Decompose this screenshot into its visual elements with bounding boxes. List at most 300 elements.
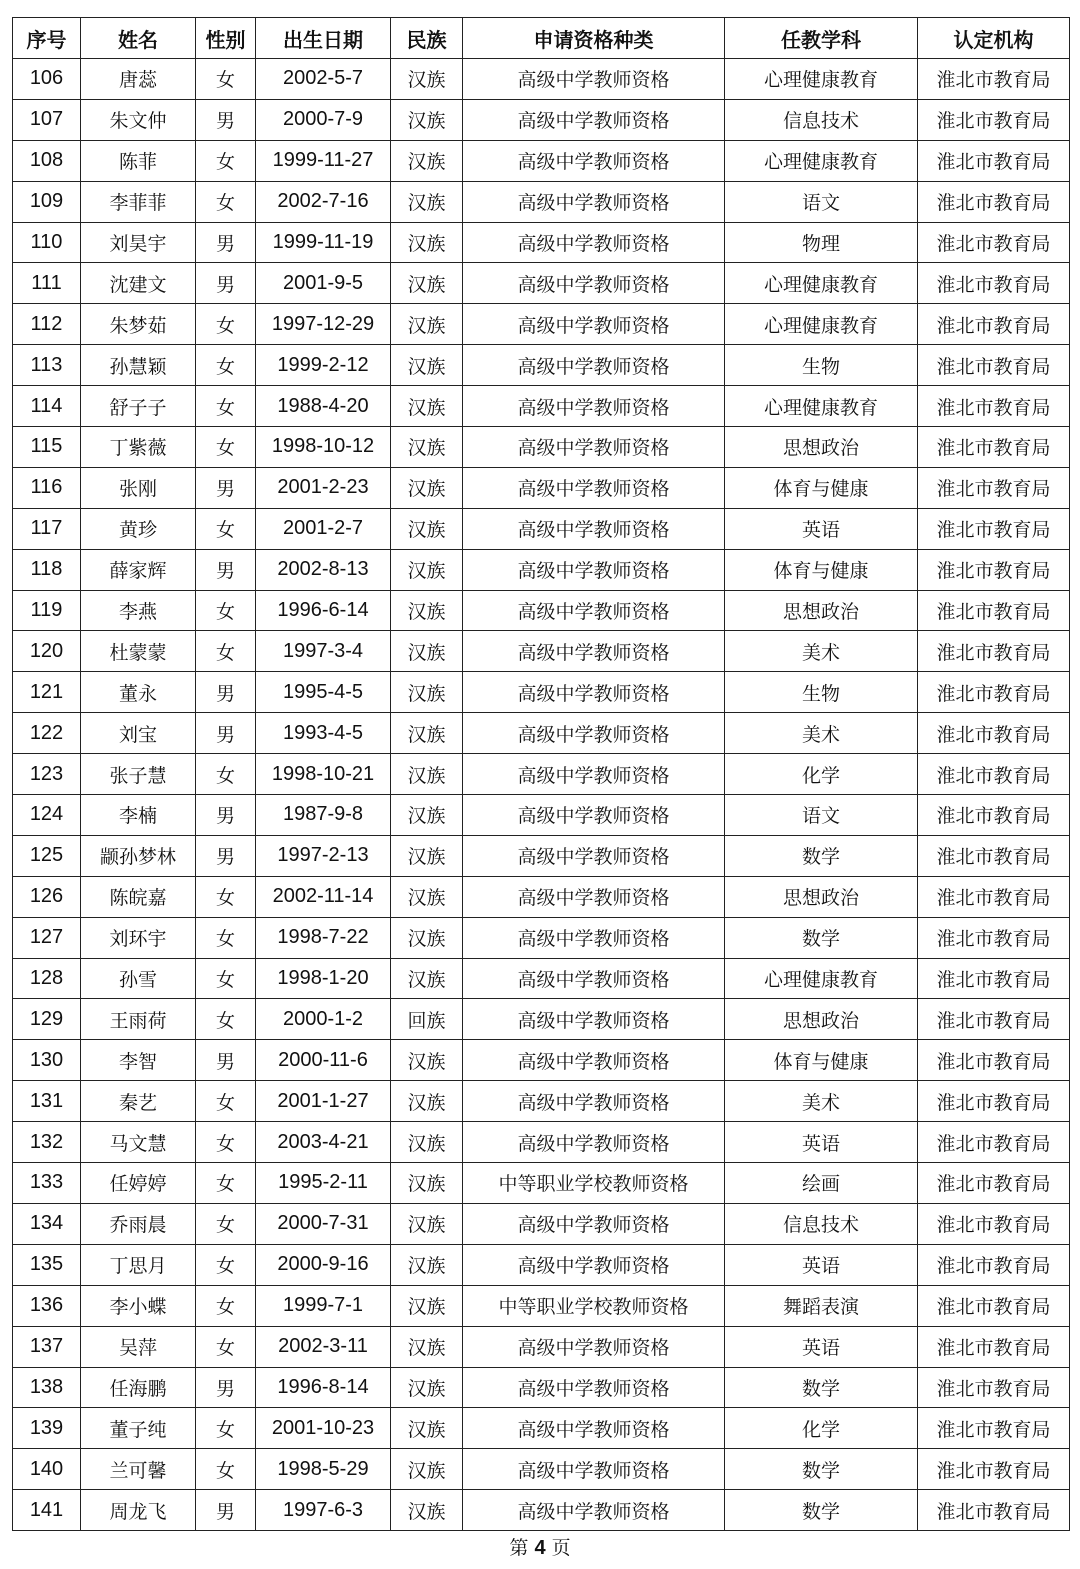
cell-index: 114 [13, 386, 81, 427]
cell-qualification-type: 高级中学教师资格 [463, 263, 725, 304]
cell-birthdate: 1997-3-4 [256, 631, 391, 672]
cell-gender: 女 [196, 1244, 256, 1285]
table-row [13, 590, 1070, 631]
cell-subject: 心理健康教育 [725, 958, 918, 999]
cell-subject: 英语 [725, 1326, 918, 1367]
cell-index: 119 [13, 590, 81, 631]
cell-name: 秦艺 [81, 1081, 196, 1122]
cell-gender: 女 [196, 631, 256, 672]
cell-qualification-type: 中等职业学校教师资格 [463, 1285, 725, 1326]
cell-ethnicity: 汉族 [391, 59, 463, 100]
cell-authority: 淮北市教育局 [918, 345, 1070, 386]
cell-qualification-type: 高级中学教师资格 [463, 1040, 725, 1081]
cell-gender: 男 [196, 672, 256, 713]
cell-birthdate: 1997-2-13 [256, 835, 391, 876]
cell-ethnicity: 汉族 [391, 1449, 463, 1490]
cell-qualification-type: 高级中学教师资格 [463, 713, 725, 754]
cell-subject: 生物 [725, 345, 918, 386]
table-row [13, 1244, 1070, 1285]
cell-gender: 女 [196, 1081, 256, 1122]
cell-ethnicity: 汉族 [391, 99, 463, 140]
cell-birthdate: 2001-2-7 [256, 508, 391, 549]
cell-ethnicity: 汉族 [391, 222, 463, 263]
cell-gender: 女 [196, 1408, 256, 1449]
cell-ethnicity: 回族 [391, 999, 463, 1040]
cell-ethnicity: 汉族 [391, 1367, 463, 1408]
cell-qualification-type: 高级中学教师资格 [463, 958, 725, 999]
cell-birthdate: 2001-10-23 [256, 1408, 391, 1449]
cell-qualification-type: 高级中学教师资格 [463, 549, 725, 590]
cell-gender: 男 [196, 1490, 256, 1531]
cell-authority: 淮北市教育局 [918, 1081, 1070, 1122]
cell-qualification-type: 高级中学教师资格 [463, 222, 725, 263]
cell-ethnicity: 汉族 [391, 345, 463, 386]
cell-gender: 男 [196, 467, 256, 508]
page-footer-prefix: 第 [509, 1537, 529, 1559]
cell-qualification-type: 高级中学教师资格 [463, 508, 725, 549]
cell-index: 133 [13, 1163, 81, 1204]
cell-gender: 男 [196, 1367, 256, 1408]
cell-ethnicity: 汉族 [391, 917, 463, 958]
cell-qualification-type: 高级中学教师资格 [463, 754, 725, 795]
cell-gender: 女 [196, 140, 256, 181]
cell-birthdate: 1995-4-5 [256, 672, 391, 713]
cell-qualification-type: 高级中学教师资格 [463, 386, 725, 427]
table-row [13, 1081, 1070, 1122]
cell-subject: 美术 [725, 1081, 918, 1122]
cell-name: 任海鹏 [81, 1367, 196, 1408]
cell-gender: 女 [196, 304, 256, 345]
table-body [13, 59, 1070, 1531]
document-page [12, 17, 1069, 1531]
cell-ethnicity: 汉族 [391, 590, 463, 631]
cell-authority: 淮北市教育局 [918, 1244, 1070, 1285]
cell-ethnicity: 汉族 [391, 835, 463, 876]
cell-ethnicity: 汉族 [391, 958, 463, 999]
cell-subject: 绘画 [725, 1163, 918, 1204]
table-row [13, 1203, 1070, 1244]
cell-name: 朱文仲 [81, 99, 196, 140]
cell-ethnicity: 汉族 [391, 672, 463, 713]
cell-authority: 淮北市教育局 [918, 1449, 1070, 1490]
header-col-gender: 性别 [196, 18, 256, 59]
table-header-row [13, 18, 1070, 59]
cell-index: 127 [13, 917, 81, 958]
cell-subject: 化学 [725, 1408, 918, 1449]
cell-subject: 舞蹈表演 [725, 1285, 918, 1326]
cell-index: 115 [13, 427, 81, 468]
cell-birthdate: 2003-4-21 [256, 1122, 391, 1163]
cell-gender: 女 [196, 181, 256, 222]
cell-name: 乔雨晨 [81, 1203, 196, 1244]
cell-subject: 心理健康教育 [725, 140, 918, 181]
cell-subject: 思想政治 [725, 590, 918, 631]
cell-subject: 心理健康教育 [725, 263, 918, 304]
cell-gender: 女 [196, 1449, 256, 1490]
cell-name: 朱梦茹 [81, 304, 196, 345]
cell-authority: 淮北市教育局 [918, 1122, 1070, 1163]
cell-index: 122 [13, 713, 81, 754]
cell-authority: 淮北市教育局 [918, 754, 1070, 795]
cell-qualification-type: 高级中学教师资格 [463, 1408, 725, 1449]
cell-qualification-type: 高级中学教师资格 [463, 1490, 725, 1531]
header-col-authority: 认定机构 [918, 18, 1070, 59]
table-row [13, 1449, 1070, 1490]
cell-authority: 淮北市教育局 [918, 1367, 1070, 1408]
cell-ethnicity: 汉族 [391, 140, 463, 181]
cell-authority: 淮北市教育局 [918, 1285, 1070, 1326]
table-row [13, 427, 1070, 468]
cell-birthdate: 1997-6-3 [256, 1490, 391, 1531]
cell-birthdate: 2002-5-7 [256, 59, 391, 100]
cell-index: 131 [13, 1081, 81, 1122]
cell-index: 123 [13, 754, 81, 795]
cell-index: 120 [13, 631, 81, 672]
cell-authority: 淮北市教育局 [918, 59, 1070, 100]
cell-name: 沈建文 [81, 263, 196, 304]
table-row [13, 222, 1070, 263]
cell-gender: 女 [196, 386, 256, 427]
cell-subject: 心理健康教育 [725, 304, 918, 345]
cell-subject: 语文 [725, 795, 918, 836]
table-row [13, 59, 1070, 100]
cell-ethnicity: 汉族 [391, 386, 463, 427]
cell-ethnicity: 汉族 [391, 795, 463, 836]
cell-qualification-type: 高级中学教师资格 [463, 631, 725, 672]
cell-authority: 淮北市教育局 [918, 427, 1070, 468]
table-row [13, 917, 1070, 958]
cell-birthdate: 1998-10-12 [256, 427, 391, 468]
cell-birthdate: 2000-9-16 [256, 1244, 391, 1285]
header-col-ethnicity: 民族 [391, 18, 463, 59]
table-row [13, 508, 1070, 549]
cell-index: 135 [13, 1244, 81, 1285]
table-row [13, 1490, 1070, 1531]
header-col-birthdate: 出生日期 [256, 18, 391, 59]
cell-ethnicity: 汉族 [391, 427, 463, 468]
cell-name: 唐蕊 [81, 59, 196, 100]
table-row [13, 795, 1070, 836]
cell-index: 134 [13, 1203, 81, 1244]
cell-subject: 英语 [725, 1244, 918, 1285]
cell-subject: 思想政治 [725, 427, 918, 468]
cell-index: 112 [13, 304, 81, 345]
cell-qualification-type: 高级中学教师资格 [463, 140, 725, 181]
cell-birthdate: 1998-10-21 [256, 754, 391, 795]
cell-birthdate: 2000-11-6 [256, 1040, 391, 1081]
table-row [13, 835, 1070, 876]
cell-ethnicity: 汉族 [391, 1326, 463, 1367]
cell-ethnicity: 汉族 [391, 1040, 463, 1081]
cell-index: 129 [13, 999, 81, 1040]
cell-index: 118 [13, 549, 81, 590]
cell-qualification-type: 高级中学教师资格 [463, 181, 725, 222]
cell-gender: 女 [196, 1122, 256, 1163]
table-row [13, 754, 1070, 795]
cell-qualification-type: 高级中学教师资格 [463, 1122, 725, 1163]
cell-gender: 男 [196, 795, 256, 836]
cell-subject: 生物 [725, 672, 918, 713]
cell-ethnicity: 汉族 [391, 713, 463, 754]
cell-authority: 淮北市教育局 [918, 876, 1070, 917]
cell-index: 125 [13, 835, 81, 876]
cell-subject: 数学 [725, 917, 918, 958]
cell-birthdate: 1999-11-27 [256, 140, 391, 181]
cell-qualification-type: 高级中学教师资格 [463, 1449, 725, 1490]
cell-qualification-type: 中等职业学校教师资格 [463, 1163, 725, 1204]
cell-gender: 女 [196, 1203, 256, 1244]
cell-index: 126 [13, 876, 81, 917]
cell-authority: 淮北市教育局 [918, 1326, 1070, 1367]
cell-name: 任婷婷 [81, 1163, 196, 1204]
cell-name: 王雨荷 [81, 999, 196, 1040]
cell-subject: 物理 [725, 222, 918, 263]
cell-gender: 男 [196, 549, 256, 590]
cell-qualification-type: 高级中学教师资格 [463, 795, 725, 836]
cell-subject: 心理健康教育 [725, 59, 918, 100]
cell-index: 106 [13, 59, 81, 100]
cell-name: 马文慧 [81, 1122, 196, 1163]
table-row [13, 467, 1070, 508]
cell-index: 116 [13, 467, 81, 508]
cell-ethnicity: 汉族 [391, 1081, 463, 1122]
cell-gender: 女 [196, 427, 256, 468]
cell-index: 109 [13, 181, 81, 222]
table-row [13, 386, 1070, 427]
table-row [13, 1285, 1070, 1326]
cell-ethnicity: 汉族 [391, 467, 463, 508]
cell-birthdate: 1998-7-22 [256, 917, 391, 958]
cell-qualification-type: 高级中学教师资格 [463, 999, 725, 1040]
cell-gender: 女 [196, 917, 256, 958]
cell-name: 陈菲 [81, 140, 196, 181]
cell-name: 孙雪 [81, 958, 196, 999]
cell-subject: 信息技术 [725, 1203, 918, 1244]
cell-birthdate: 2001-9-5 [256, 263, 391, 304]
cell-gender: 女 [196, 345, 256, 386]
table-row [13, 1040, 1070, 1081]
cell-subject: 信息技术 [725, 99, 918, 140]
page-footer-suffix: 页 [551, 1537, 571, 1559]
cell-birthdate: 2000-7-31 [256, 1203, 391, 1244]
cell-birthdate: 1988-4-20 [256, 386, 391, 427]
cell-qualification-type: 高级中学教师资格 [463, 590, 725, 631]
cell-subject: 数学 [725, 835, 918, 876]
cell-authority: 淮北市教育局 [918, 549, 1070, 590]
cell-gender: 女 [196, 958, 256, 999]
cell-birthdate: 2002-11-14 [256, 876, 391, 917]
cell-gender: 男 [196, 263, 256, 304]
teacher-qualification-table [12, 17, 1070, 1531]
cell-authority: 淮北市教育局 [918, 795, 1070, 836]
cell-ethnicity: 汉族 [391, 508, 463, 549]
cell-name: 刘宝 [81, 713, 196, 754]
cell-gender: 男 [196, 713, 256, 754]
cell-name: 陈皖嘉 [81, 876, 196, 917]
cell-name: 吴萍 [81, 1326, 196, 1367]
table-row [13, 549, 1070, 590]
cell-ethnicity: 汉族 [391, 876, 463, 917]
cell-authority: 淮北市教育局 [918, 917, 1070, 958]
cell-name: 丁思月 [81, 1244, 196, 1285]
cell-qualification-type: 高级中学教师资格 [463, 427, 725, 468]
cell-birthdate: 1998-1-20 [256, 958, 391, 999]
table-row [13, 631, 1070, 672]
cell-authority: 淮北市教育局 [918, 508, 1070, 549]
cell-authority: 淮北市教育局 [918, 140, 1070, 181]
cell-ethnicity: 汉族 [391, 754, 463, 795]
cell-qualification-type: 高级中学教师资格 [463, 835, 725, 876]
cell-name: 刘昊宇 [81, 222, 196, 263]
cell-subject: 体育与健康 [725, 467, 918, 508]
cell-birthdate: 1999-7-1 [256, 1285, 391, 1326]
cell-ethnicity: 汉族 [391, 1203, 463, 1244]
cell-gender: 女 [196, 1326, 256, 1367]
cell-ethnicity: 汉族 [391, 1122, 463, 1163]
cell-name: 杜蒙蒙 [81, 631, 196, 672]
cell-gender: 女 [196, 590, 256, 631]
cell-authority: 淮北市教育局 [918, 1490, 1070, 1531]
cell-subject: 英语 [725, 508, 918, 549]
cell-qualification-type: 高级中学教师资格 [463, 1367, 725, 1408]
cell-gender: 男 [196, 1040, 256, 1081]
cell-name: 李燕 [81, 590, 196, 631]
cell-subject: 美术 [725, 713, 918, 754]
table-row [13, 304, 1070, 345]
cell-qualification-type: 高级中学教师资格 [463, 1081, 725, 1122]
cell-index: 136 [13, 1285, 81, 1326]
cell-qualification-type: 高级中学教师资格 [463, 467, 725, 508]
cell-name: 薛家辉 [81, 549, 196, 590]
cell-subject: 体育与健康 [725, 1040, 918, 1081]
cell-index: 132 [13, 1122, 81, 1163]
cell-birthdate: 2002-3-11 [256, 1326, 391, 1367]
cell-gender: 女 [196, 1285, 256, 1326]
cell-qualification-type: 高级中学教师资格 [463, 876, 725, 917]
cell-gender: 女 [196, 1163, 256, 1204]
cell-name: 刘环宇 [81, 917, 196, 958]
cell-name: 张刚 [81, 467, 196, 508]
cell-authority: 淮北市教育局 [918, 1163, 1070, 1204]
cell-authority: 淮北市教育局 [918, 999, 1070, 1040]
cell-authority: 淮北市教育局 [918, 386, 1070, 427]
page-number: 4 [534, 1537, 546, 1559]
cell-gender: 女 [196, 59, 256, 100]
cell-name: 李智 [81, 1040, 196, 1081]
cell-birthdate: 2000-7-9 [256, 99, 391, 140]
cell-qualification-type: 高级中学教师资格 [463, 99, 725, 140]
cell-index: 110 [13, 222, 81, 263]
cell-birthdate: 2002-8-13 [256, 549, 391, 590]
table-row [13, 99, 1070, 140]
cell-index: 137 [13, 1326, 81, 1367]
cell-authority: 淮北市教育局 [918, 181, 1070, 222]
cell-birthdate: 1997-12-29 [256, 304, 391, 345]
cell-name: 兰可馨 [81, 1449, 196, 1490]
table-row [13, 1367, 1070, 1408]
cell-name: 李楠 [81, 795, 196, 836]
cell-ethnicity: 汉族 [391, 549, 463, 590]
cell-name: 黄珍 [81, 508, 196, 549]
cell-subject: 数学 [725, 1367, 918, 1408]
cell-name: 孙慧颖 [81, 345, 196, 386]
cell-name: 周龙飞 [81, 1490, 196, 1531]
table-row [13, 713, 1070, 754]
page-footer [0, 1533, 1080, 1560]
cell-birthdate: 2000-1-2 [256, 999, 391, 1040]
cell-index: 128 [13, 958, 81, 999]
cell-subject: 美术 [725, 631, 918, 672]
cell-gender: 男 [196, 835, 256, 876]
cell-ethnicity: 汉族 [391, 631, 463, 672]
cell-birthdate: 1993-4-5 [256, 713, 391, 754]
cell-ethnicity: 汉族 [391, 181, 463, 222]
cell-birthdate: 2002-7-16 [256, 181, 391, 222]
table-row [13, 1163, 1070, 1204]
cell-index: 141 [13, 1490, 81, 1531]
cell-qualification-type: 高级中学教师资格 [463, 672, 725, 713]
header-col-qualification-type: 申请资格种类 [463, 18, 725, 59]
cell-authority: 淮北市教育局 [918, 99, 1070, 140]
table-row [13, 263, 1070, 304]
cell-ethnicity: 汉族 [391, 1490, 463, 1531]
cell-birthdate: 1987-9-8 [256, 795, 391, 836]
cell-qualification-type: 高级中学教师资格 [463, 917, 725, 958]
cell-gender: 男 [196, 99, 256, 140]
cell-ethnicity: 汉族 [391, 1163, 463, 1204]
cell-birthdate: 1995-2-11 [256, 1163, 391, 1204]
cell-index: 138 [13, 1367, 81, 1408]
cell-gender: 女 [196, 999, 256, 1040]
cell-ethnicity: 汉族 [391, 1408, 463, 1449]
cell-birthdate: 2001-2-23 [256, 467, 391, 508]
cell-authority: 淮北市教育局 [918, 1408, 1070, 1449]
cell-ethnicity: 汉族 [391, 263, 463, 304]
cell-name: 董永 [81, 672, 196, 713]
cell-index: 121 [13, 672, 81, 713]
cell-ethnicity: 汉族 [391, 304, 463, 345]
cell-name: 董子纯 [81, 1408, 196, 1449]
table-row [13, 999, 1070, 1040]
cell-birthdate: 1996-6-14 [256, 590, 391, 631]
cell-subject: 心理健康教育 [725, 386, 918, 427]
cell-authority: 淮北市教育局 [918, 222, 1070, 263]
cell-subject: 数学 [725, 1490, 918, 1531]
cell-gender: 男 [196, 222, 256, 263]
cell-authority: 淮北市教育局 [918, 672, 1070, 713]
table-row [13, 345, 1070, 386]
cell-subject: 思想政治 [725, 876, 918, 917]
cell-index: 130 [13, 1040, 81, 1081]
cell-name: 颛孙梦林 [81, 835, 196, 876]
cell-authority: 淮北市教育局 [918, 263, 1070, 304]
cell-qualification-type: 高级中学教师资格 [463, 345, 725, 386]
cell-birthdate: 1998-5-29 [256, 1449, 391, 1490]
cell-birthdate: 1996-8-14 [256, 1367, 391, 1408]
cell-index: 108 [13, 140, 81, 181]
cell-index: 139 [13, 1408, 81, 1449]
table-row [13, 1122, 1070, 1163]
cell-index: 107 [13, 99, 81, 140]
cell-subject: 英语 [725, 1122, 918, 1163]
header-col-index: 序号 [13, 18, 81, 59]
table-row [13, 1408, 1070, 1449]
cell-index: 113 [13, 345, 81, 386]
cell-authority: 淮北市教育局 [918, 631, 1070, 672]
cell-gender: 女 [196, 876, 256, 917]
cell-qualification-type: 高级中学教师资格 [463, 1326, 725, 1367]
cell-subject: 思想政治 [725, 999, 918, 1040]
